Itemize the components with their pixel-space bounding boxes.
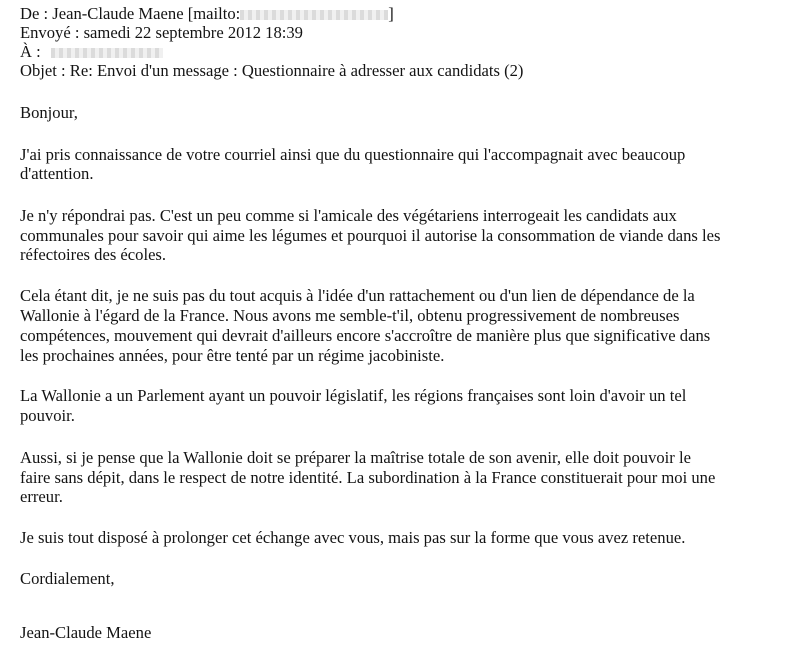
- paragraph-3-line-3: compétences, mouvement qui devrait d'ailleurs encore s'accroître de manière plus que significative dans: [20, 326, 711, 345]
- paragraph-2-line-3: réfectoires des écoles.: [20, 245, 167, 264]
- sent-line: Envoyé : samedi 22 septembre 2012 18:39: [20, 23, 303, 42]
- redacted-recipient: [51, 48, 163, 58]
- paragraph-3-line-4: les prochaines années, pour être tenté par un régime jacobiniste.: [20, 346, 445, 365]
- from-line: [20, 4, 394, 24]
- paragraph-1-line-2: d'attention.: [20, 164, 94, 183]
- paragraph-5-line-1: Aussi, si je pense que la Wallonie doit se préparer la maîtrise totale de son avenir, elle doit pouvoir le: [20, 448, 691, 467]
- paragraph-3-line-1: Cela étant dit, je ne suis pas du tout acquis à l'idée d'un rattachement ou d'un lien de dépendance de la: [20, 286, 695, 305]
- to-label: À :: [20, 42, 41, 61]
- from-suffix: ]: [388, 4, 394, 23]
- greeting: Bonjour,: [20, 103, 78, 122]
- closing: Cordialement,: [20, 569, 115, 588]
- paragraph-2-line-1: Je n'y répondrai pas. C'est un peu comme si l'amicale des végétariens interrogeait les candidats aux: [20, 206, 677, 225]
- paragraph-4-line-2: pouvoir.: [20, 406, 75, 425]
- to-line: [20, 42, 163, 62]
- paragraph-2-line-2: communales pour savoir qui aime les légumes et pourquoi il autorise la consommation de viande dans les: [20, 226, 721, 245]
- paragraph-5-line-3: erreur.: [20, 487, 63, 506]
- paragraph-1-line-1: J'ai pris connaissance de votre courriel ainsi que du questionnaire qui l'accompagnait avec beaucoup: [20, 145, 686, 164]
- paragraph-3-line-2: Wallonie à l'égard de la France. Nous avons me semble-t'il, obtenu progressivement de nombreuses: [20, 306, 680, 325]
- paragraph-4-line-1: La Wallonie a un Parlement ayant un pouvoir législatif, les régions françaises sont loin d'avoir un tel: [20, 386, 687, 405]
- paragraph-6-line-1: Je suis tout disposé à prolonger cet échange avec vous, mais pas sur la forme que vous avez retenue.: [20, 528, 686, 547]
- signature: Jean-Claude Maene: [20, 623, 152, 642]
- subject-line: Objet : Re: Envoi d'un message : Questionnaire à adresser aux candidats (2): [20, 61, 524, 80]
- redacted-email-address: [240, 10, 388, 20]
- paragraph-5-line-2: faire sans dépit, dans le respect de notre identité. La subordination à la France constituerait pour moi une: [20, 468, 716, 487]
- from-label: De : Jean-Claude Maene [mailto:: [20, 4, 241, 23]
